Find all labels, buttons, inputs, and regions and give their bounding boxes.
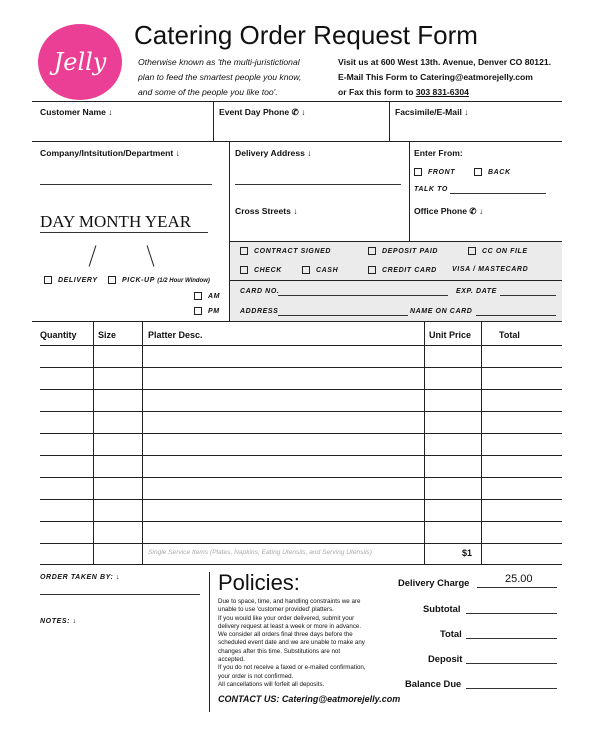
table-row[interactable] [40,543,562,544]
check-checkbox[interactable]: CHECK [240,266,282,274]
balance-due-label: Balance Due [405,678,462,689]
table-row[interactable] [40,433,562,434]
fax-number: 303 831-6304 [415,87,469,97]
am-checkbox[interactable]: AM [194,292,220,300]
delivery-checkbox[interactable]: DELIVERY [44,276,98,284]
deposit-paid-checkbox[interactable]: DEPOSIT PAID [368,247,438,255]
deposit-field[interactable] [466,663,557,664]
credit-card-checkbox[interactable]: CREDIT CARD [368,266,437,274]
table-row[interactable] [40,345,562,346]
subtotal-label: Subtotal [423,603,461,614]
total-label: Total [440,628,462,639]
table-row[interactable] [40,499,562,500]
table-row[interactable] [40,389,562,390]
rule [481,321,482,564]
talk-to-label: TALK TO [414,186,448,193]
order-taken-label: ORDER TAKEN BY: ↓ [40,574,121,581]
table-row[interactable] [40,521,562,522]
intro-line: and some of the people you like too'. [138,87,278,97]
rule [32,321,562,322]
name-on-card-field[interactable] [476,315,556,316]
exp-date-label: EXP. DATE [456,288,497,295]
date-divider [89,245,97,266]
contract-signed-checkbox[interactable]: CONTRACT SIGNED [240,247,331,255]
front-checkbox[interactable]: FRONT [414,168,455,176]
notes-label: NOTES: ↓ [40,618,77,625]
company-field[interactable] [40,184,212,185]
platter-header: Platter Desc. [148,330,203,340]
enter-from-label: Enter From: [414,148,463,158]
size-header: Size [98,330,117,340]
policies-text: Due to space, time, and handling constraints we are unable to use 'customer provided' platters. If you would like your order delivered, submit your delivery request at least a week or more in advance. We consider all orders final three days before the scheduled event date and we are unable to make any changes after this time. Substitutions are not accepted. If you do not receive a faxed or e-mailed confirmation, your order is not confirmed. All cancellations will forfeit all deposits. [218,598,366,688]
rule [424,321,425,564]
delivery-charge-value: 25.00 [505,573,533,585]
contact-info [338,55,551,100]
intro-line: Otherwise known as 'the multi-juristictional [138,57,300,67]
total-field[interactable] [466,638,557,639]
fax-email-label: Facsimile/E-Mail ↓ [395,107,469,117]
rule [409,141,410,241]
cash-checkbox[interactable]: CASH [302,266,338,274]
table-row[interactable] [40,367,562,368]
card-no-field[interactable] [278,295,448,296]
single-service-text: Single Service Items (Plates, Napkins, Eating Utensils, and Serving Utensils) [148,549,372,556]
visa-label: VISA / MASTECARD [452,266,529,273]
intro-line: plan to feed the smartest people you know, [138,72,302,82]
delivery-address-field[interactable] [235,184,401,185]
date-label: DAY MONTH YEAR [40,212,192,231]
delivery-charge-label: Delivery Charge [398,577,470,588]
event-phone-label: Event Day Phone ✆ ↓ [219,107,306,117]
date-field[interactable] [40,232,208,233]
talk-to-field[interactable] [450,193,546,194]
card-address-field[interactable] [278,315,408,316]
cc-on-file-checkbox[interactable]: CC ON FILE [468,247,528,255]
pm-checkbox[interactable]: PM [194,307,220,315]
customer-name-label: Customer Name ↓ [40,107,113,117]
policies-title: Policies: [218,570,300,595]
quantity-header: Quantity [40,330,77,340]
balance-due-field[interactable] [466,688,557,689]
rule [40,564,562,565]
phone-icon: ✆ [469,206,477,216]
rule [93,321,94,564]
deposit-label: Deposit [428,653,463,664]
date-divider [147,245,155,266]
rule [229,241,230,321]
contact-us[interactable]: CONTACT US: Catering@eatmorejelly.com [218,694,401,704]
intro-text [138,55,301,100]
back-checkbox[interactable]: BACK [474,168,511,176]
rule [142,321,143,564]
rule [209,572,210,712]
page-title: Catering Order Request Form [134,20,478,50]
address-label: ADDRESS [240,308,279,315]
address-line: Visit us at 600 West 13th. Avenue, Denver CO 80121. [338,57,552,67]
unit-price-header: Unit Price [429,330,472,340]
delivery-charge-field[interactable] [477,587,557,588]
exp-date-field[interactable] [500,295,556,296]
rule [229,280,562,281]
company-label: Company/Intsitution/Department ↓ [40,148,180,158]
table-row[interactable] [40,477,562,478]
rule [32,141,562,142]
table-row[interactable] [40,455,562,456]
logo-text: Jelly [53,48,107,76]
subtotal-field[interactable] [466,613,557,614]
rule [213,101,214,141]
delivery-address-label: Delivery Address ↓ [235,148,312,158]
name-on-card-label: NAME ON CARD [410,308,473,315]
rule [229,241,562,242]
cross-streets-label: Cross Streets ↓ [235,206,298,216]
fax-line: or Fax this form to 303 831-6304 [338,87,469,97]
single-service-price: $1 [462,548,473,558]
email-line: E-Mail This Form to Catering@eatmorejelly.com [338,72,533,82]
rule [32,101,562,102]
rule [229,141,230,241]
jelly-logo [38,24,122,100]
office-phone-label: Office Phone ✆ ↓ [414,206,484,216]
pickup-checkbox[interactable]: PICK-UP (1/2 Hour Window) [108,276,210,284]
order-taken-field[interactable] [40,594,200,595]
rule [389,101,390,141]
card-no-label: CARD NO. [240,288,280,295]
total-header: Total [499,330,520,340]
phone-icon: ✆ [291,107,299,117]
table-row[interactable] [40,411,562,412]
